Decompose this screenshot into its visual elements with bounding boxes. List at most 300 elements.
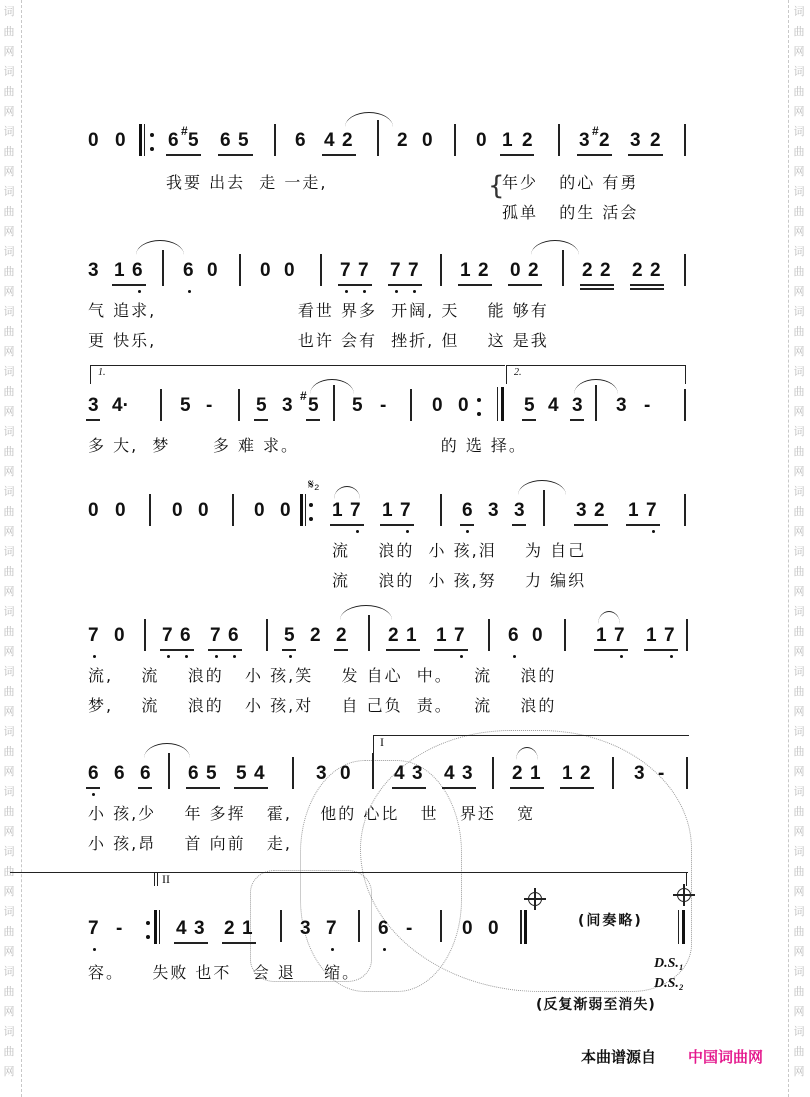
repeat-end-barline [501, 387, 504, 421]
note: 0 [340, 763, 351, 784]
note: 1 [562, 763, 573, 784]
fade-out-instruction: (反复渐弱至消失) [536, 997, 656, 1013]
watermark-char: 曲 [793, 206, 805, 218]
underline-beam [282, 649, 296, 651]
note: 0 [532, 625, 543, 646]
underline-beam [512, 524, 526, 526]
lyrics-verse-2: 孤单 的生 活会 [502, 203, 639, 222]
underline-beam [628, 154, 663, 156]
watermark-char: 网 [793, 706, 805, 718]
watermark-char: 曲 [3, 86, 15, 98]
watermark-char: 曲 [3, 806, 15, 818]
note: - [206, 395, 213, 416]
note: 1 [114, 260, 125, 281]
watermark-char: 网 [793, 766, 805, 778]
barline [440, 910, 442, 942]
watermark-char: 曲 [793, 266, 805, 278]
note: 7 [340, 260, 351, 281]
low-octave-dot [167, 655, 170, 658]
tie-slur [144, 743, 190, 758]
underline-beam [580, 284, 614, 286]
tie-slur [518, 480, 566, 495]
note: 0 [458, 395, 469, 416]
note: 5 [188, 130, 199, 151]
note: 7 [614, 625, 625, 646]
barline [358, 910, 360, 942]
note: 0 [254, 500, 265, 521]
barline [168, 753, 170, 789]
lyrics-verse-2: 流 浪的 小 孩,努 力 编织 [332, 571, 587, 590]
underline-beam [218, 154, 253, 156]
note: 0 [88, 130, 99, 151]
barline [144, 124, 145, 156]
low-octave-dot [331, 948, 334, 951]
watermark-char: 词 [3, 366, 15, 378]
score-line-5 [88, 615, 688, 725]
barline [320, 254, 322, 286]
watermark-char: 网 [793, 946, 805, 958]
barline [678, 910, 679, 944]
barline [686, 619, 688, 651]
note: 5 [180, 395, 191, 416]
tie-slur [531, 240, 579, 255]
low-octave-dot [93, 655, 96, 658]
note: 2 [580, 763, 591, 784]
note: 3 [579, 130, 590, 151]
barline [684, 494, 686, 526]
note: 2 [632, 260, 643, 281]
note: 0 [207, 260, 218, 281]
watermark-char: 网 [3, 946, 15, 958]
watermark-char: 词 [793, 486, 805, 498]
note: 7 [350, 500, 361, 521]
barline [305, 494, 306, 526]
low-octave-dot [460, 655, 463, 658]
low-octave-dot [215, 655, 218, 658]
note: 2 [600, 260, 611, 281]
watermark-char: 曲 [793, 146, 805, 158]
note: 7 [454, 625, 465, 646]
volta-end [686, 872, 687, 886]
barline [232, 494, 234, 526]
note: 2 [310, 625, 321, 646]
barline [377, 120, 379, 156]
note: 1 [436, 625, 447, 646]
note: 2 [650, 130, 661, 151]
note: 3 [300, 918, 311, 939]
note: 3 [412, 763, 423, 784]
low-octave-dot [383, 948, 386, 951]
note: 2 [336, 625, 347, 646]
note: 6 [462, 500, 473, 521]
note: 3 [488, 500, 499, 521]
score-line-1 [88, 120, 688, 230]
watermark-char: 网 [793, 646, 805, 658]
note: 3 [462, 763, 473, 784]
underline-beam [222, 942, 256, 944]
watermark-char: 曲 [793, 746, 805, 758]
watermark-char: 曲 [3, 986, 15, 998]
barline [159, 910, 160, 944]
note: 6 [508, 625, 519, 646]
underline-beam [322, 154, 356, 156]
watermark-char: 词 [793, 786, 805, 798]
underline-beam [166, 154, 201, 156]
barline [239, 254, 241, 286]
note: 1 [646, 625, 657, 646]
note: 7 [162, 625, 173, 646]
watermark-char: 网 [793, 586, 805, 598]
underline-beam [574, 524, 608, 526]
note: 3 [616, 395, 627, 416]
watermark-char: 网 [3, 586, 15, 598]
watermark-char: 网 [793, 526, 805, 538]
watermark-char: 网 [3, 166, 15, 178]
note: 6 [188, 763, 199, 784]
note: 6 [220, 130, 231, 151]
barline [144, 619, 146, 651]
underline-beam [86, 419, 100, 421]
note: 0 [476, 130, 487, 151]
note: 4 [444, 763, 455, 784]
note: 4 [548, 395, 559, 416]
barline [162, 250, 164, 286]
underline-beam [380, 524, 414, 526]
note: 2 [397, 130, 408, 151]
slur [334, 486, 360, 499]
watermark-char: 网 [3, 1006, 15, 1018]
note: 6 [132, 260, 143, 281]
sharp-sign: # [592, 124, 599, 138]
watermark-char: 曲 [793, 506, 805, 518]
watermark-char: 词 [3, 246, 15, 258]
note: 0 [115, 500, 126, 521]
note: 0 [198, 500, 209, 521]
underline-beam [560, 787, 594, 789]
barline [454, 124, 456, 156]
note: 0 [280, 500, 291, 521]
underline-beam [644, 649, 678, 651]
low-octave-dot [395, 290, 398, 293]
watermark-char: 词 [3, 906, 15, 918]
watermark-char: 曲 [793, 1046, 805, 1058]
note: 2 [599, 130, 610, 151]
note: 7 [88, 918, 99, 939]
underline-beam [570, 419, 584, 421]
note: 6 [228, 625, 239, 646]
barline [266, 619, 268, 651]
low-octave-dot [620, 655, 623, 658]
note: 6 [295, 130, 306, 151]
note: 7 [210, 625, 221, 646]
watermark-char: 词 [3, 666, 15, 678]
tie-slur [136, 240, 184, 255]
note: 4 [176, 918, 187, 939]
lyrics-verse-1: 气 追求, 看世 界多 开阔, 天 能 够有 [88, 301, 549, 320]
note: 3 [514, 500, 525, 521]
watermark-char: 词 [3, 66, 15, 78]
underline-beam [522, 419, 536, 421]
barline [149, 494, 151, 526]
watermark-char: 曲 [793, 566, 805, 578]
volta-label-1: 1. [98, 367, 106, 378]
note: 3 [282, 395, 293, 416]
underline-beam [254, 419, 268, 421]
low-octave-dot [92, 793, 95, 796]
note: 3 [88, 260, 99, 281]
note: 7 [664, 625, 675, 646]
watermark-char: 网 [793, 826, 805, 838]
barline [410, 389, 412, 421]
score-line-4 [88, 476, 688, 600]
note: - [116, 918, 123, 939]
watermark-char: 词 [793, 366, 805, 378]
volta-label-I: I [380, 735, 384, 749]
watermark-char: 网 [3, 406, 15, 418]
lyrics-verse-1: 小 孩,少 年 多挥 霍, 他的 心比 世 界还 宽 [88, 804, 536, 823]
note: 4· [112, 395, 129, 416]
barline [684, 389, 686, 421]
watermark-char: 网 [3, 1066, 15, 1078]
barline [372, 753, 374, 789]
low-octave-dot [185, 655, 188, 658]
watermark-char: 网 [793, 1006, 805, 1018]
watermark-char: 网 [3, 706, 15, 718]
watermark-char: 网 [3, 466, 15, 478]
watermark-char: 词 [3, 546, 15, 558]
note: 3 [630, 130, 641, 151]
note: 7 [390, 260, 401, 281]
watermark-char: 词 [793, 606, 805, 618]
watermark-char: 网 [3, 286, 15, 298]
watermark-char: 词 [3, 846, 15, 858]
volta-bracket-1 [90, 365, 505, 384]
volta-II-start [157, 872, 158, 886]
watermark-char: 词 [793, 846, 805, 858]
watermark-char: 曲 [3, 326, 15, 338]
watermark-char: 曲 [793, 926, 805, 938]
watermark-char: 网 [793, 886, 805, 898]
low-octave-dot [93, 948, 96, 951]
note: 6 [378, 918, 389, 939]
barline [684, 124, 686, 156]
note: 2 [594, 500, 605, 521]
note: 2 [224, 918, 235, 939]
note: 1 [460, 260, 471, 281]
underline-beam [630, 284, 664, 286]
underline-beam [392, 787, 426, 789]
score-line-3 [88, 365, 688, 465]
score-line-2 [88, 250, 688, 350]
barline [368, 615, 370, 651]
final-barline [682, 910, 685, 944]
watermark-char: 网 [793, 346, 805, 358]
barline [440, 494, 442, 526]
note: 3 [634, 763, 645, 784]
watermark-char: 词 [793, 1026, 805, 1038]
watermark-char: 曲 [3, 566, 15, 578]
watermark-char: 词 [3, 426, 15, 438]
note: 4 [324, 130, 335, 151]
watermark-char: 词 [3, 606, 15, 618]
note: 0 [422, 130, 433, 151]
note: 1 [628, 500, 639, 521]
volta-label-II: II [162, 872, 170, 886]
section-end-barline [524, 910, 527, 944]
underline-beam [234, 787, 268, 789]
watermark-char: 网 [3, 886, 15, 898]
note: 7 [408, 260, 419, 281]
dal-segno-2: D.S.₂ [654, 976, 684, 991]
underline-beam [626, 524, 660, 526]
watermark-char: 词 [3, 306, 15, 318]
coda-icon [677, 888, 691, 902]
note: 0 [462, 918, 473, 939]
note: 3 [576, 500, 587, 521]
watermark-char: 网 [3, 646, 15, 658]
note: 2 [512, 763, 523, 784]
note: 0 [284, 260, 295, 281]
score-line-6 [88, 735, 688, 855]
segno-2-icon: 𝄋₂ [308, 476, 320, 492]
verse-brace: { [488, 171, 507, 201]
underline-beam [510, 787, 544, 789]
note: 5 [236, 763, 247, 784]
note: - [406, 918, 413, 939]
barline [492, 757, 494, 789]
lyrics: 容。 失败 也不 会 退 缩。 [88, 963, 361, 982]
barline [488, 619, 490, 651]
barline [238, 389, 240, 421]
watermark-char: 网 [793, 1066, 805, 1078]
note: 1 [406, 625, 417, 646]
source-label: 本曲谱源自 [581, 1048, 657, 1066]
watermark-char: 曲 [793, 386, 805, 398]
watermark-char: 曲 [793, 86, 805, 98]
barline [558, 124, 560, 156]
note: 1 [502, 130, 513, 151]
watermark-char: 词 [3, 1026, 15, 1038]
tie-slur [340, 605, 392, 620]
site-name-link[interactable]: 中国词曲网 [688, 1048, 764, 1066]
watermark-char: 网 [3, 526, 15, 538]
note: 5 [206, 763, 217, 784]
watermark-char: 曲 [793, 806, 805, 818]
note: 2 [388, 625, 399, 646]
barline [440, 254, 442, 286]
note: 7 [326, 918, 337, 939]
watermark-char: 网 [793, 106, 805, 118]
watermark-char: 曲 [793, 446, 805, 458]
note: 3 [194, 918, 205, 939]
underline-beam [334, 649, 348, 651]
note: 5 [308, 395, 319, 416]
note: 6 [140, 763, 151, 784]
watermark-char: 网 [3, 826, 15, 838]
note: 0 [114, 625, 125, 646]
watermark-char: 词 [793, 426, 805, 438]
watermark-char: 曲 [3, 926, 15, 938]
note: 1 [530, 763, 541, 784]
watermark-char: 网 [3, 46, 15, 58]
watermark-char: 词 [793, 966, 805, 978]
note: 3 [316, 763, 327, 784]
underline-beam [86, 787, 100, 789]
note: 4 [394, 763, 405, 784]
lyrics-verse: 我要 出去 走 一走, [166, 173, 328, 192]
barline [160, 389, 162, 421]
underline-beam [508, 284, 542, 286]
note: 0 [115, 130, 126, 151]
note: 2 [342, 130, 353, 151]
note: 1 [332, 500, 343, 521]
watermark-char: 词 [3, 786, 15, 798]
watermark-char: 曲 [3, 506, 15, 518]
watermark-char: 曲 [3, 746, 15, 758]
volta-line [10, 872, 688, 873]
low-octave-dot [513, 655, 516, 658]
note: 6 [168, 130, 179, 151]
watermark-char: 词 [3, 486, 15, 498]
watermark-char: 词 [793, 726, 805, 738]
note: 5 [524, 395, 535, 416]
slur [598, 611, 620, 624]
watermark-char: 网 [3, 106, 15, 118]
watermark-char: 词 [793, 246, 805, 258]
underline-beam [458, 284, 492, 286]
underline-beam [174, 942, 208, 944]
underline-beam-2 [580, 288, 614, 290]
watermark-char: 网 [3, 226, 15, 238]
watermark-char: 曲 [793, 26, 805, 38]
underline-beam-2 [630, 288, 664, 290]
low-octave-dot [466, 530, 469, 533]
watermark-char: 词 [793, 666, 805, 678]
note: 5 [256, 395, 267, 416]
sharp-sign: # [181, 124, 188, 138]
low-octave-dot [233, 655, 236, 658]
watermark-char: 曲 [3, 146, 15, 158]
watermark-char: 网 [3, 766, 15, 778]
note: 2 [478, 260, 489, 281]
low-octave-dot [138, 290, 141, 293]
low-octave-dot [363, 290, 366, 293]
lyrics-verse-1: 流, 流 浪的 小 孩,笑 发 自心 中。 流 浪的 [88, 666, 557, 685]
note: 5 [352, 395, 363, 416]
watermark-char: 网 [793, 286, 805, 298]
underline-beam [500, 154, 534, 156]
lyrics: 多 大, 梦 多 难 求。 的 选 择。 [88, 436, 527, 455]
watermark-char: 词 [793, 6, 805, 18]
watermark-char: 词 [3, 186, 15, 198]
barline [520, 910, 522, 944]
watermark-char: 词 [793, 906, 805, 918]
note: 7 [400, 500, 411, 521]
watermark-char: 曲 [3, 446, 15, 458]
repeat-start-barline [300, 494, 303, 526]
underline-beam [386, 649, 420, 651]
watermark-char: 曲 [793, 686, 805, 698]
note: 2 [528, 260, 539, 281]
watermark-char: 曲 [3, 626, 15, 638]
lyrics-verse-1: 年少 的心 有勇 [502, 173, 639, 192]
watermark-char: 网 [793, 406, 805, 418]
note: - [380, 395, 387, 416]
watermark-char: 词 [793, 546, 805, 558]
low-octave-dot [413, 290, 416, 293]
note: 1 [382, 500, 393, 521]
low-octave-dot [356, 530, 359, 533]
